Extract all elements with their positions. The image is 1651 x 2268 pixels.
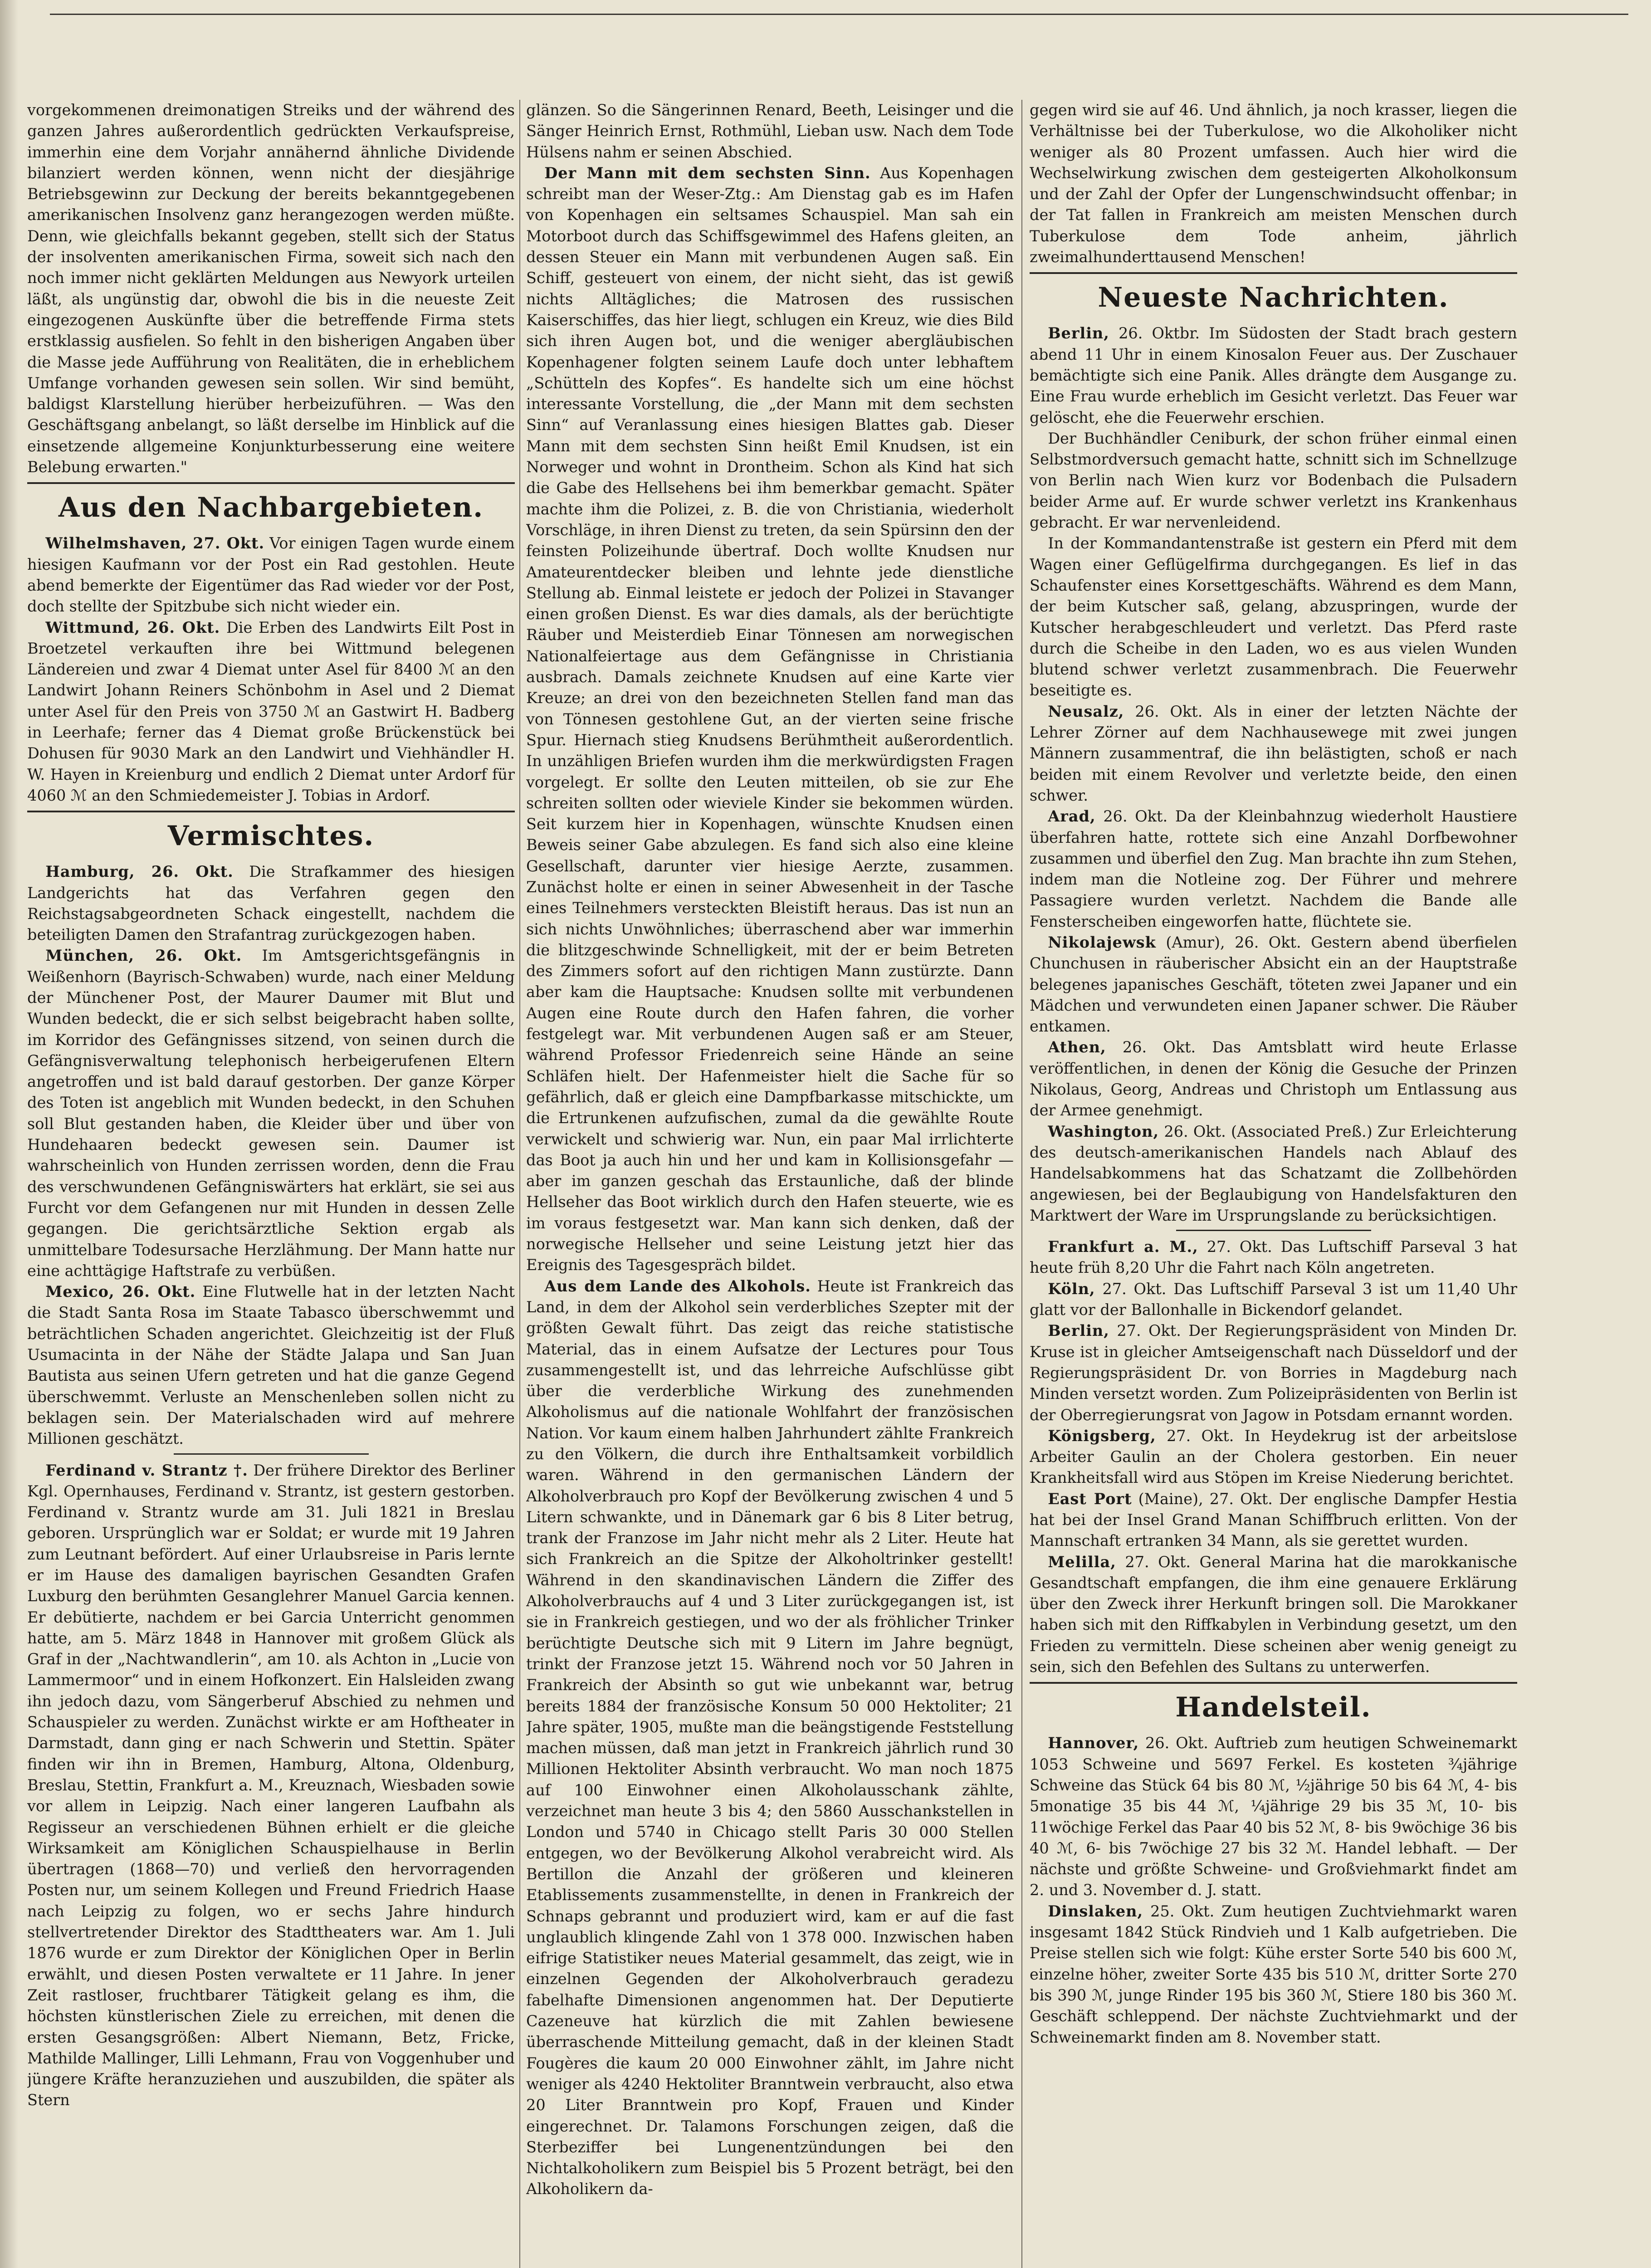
section-rule — [1030, 1682, 1517, 1684]
news-item: In der Kommandantenstraße ist gestern ein Pferd mit dem Wagen einer Geflügelfirma durchgegangen. Es lief in das Schaufenster eines Korsettgeschäfts. Während es dem Mann, der beim Kutscher saß, gelang, abzuspringen, wurde der Kutscher herabgeschleudert und verletzt. Das Pferd raste durch die Scheibe in den Laden, wo es aus vielen Wunden blutend schwer verletzt zusammenbrach. Die Feuerwehr beseitigte es. — [1030, 534, 1517, 699]
news-item: Dinslaken, 25. Okt. Zum heutigen Zuchtviehmarkt waren insgesamt 1842 Stück Rindvieh und 1 Kalb aufgetrieben. Die Preise stellen sich wie folgt: Kühe erster Sorte 540 bis 600 ℳ, einzelne höher, zweiter Sorte 435 bis 510 ℳ, dritter Sorte 270 bis 390 ℳ, junge Rinder 195 bis 360 ℳ, Stiere 180 bis 360 ℳ. Geschäft schleppend. Der nächste Zuchtviehmarkt und der Schweinemarkt finden am 8. November statt. — [1030, 1902, 1517, 2046]
news-item: Berlin, 27. Okt. Der Regierungspräsident von Minden Dr. Kruse ist in gleicher Amtseigenschaft nach Düsseldorf und der Regierungspräsident Dr. von Borries in Magdeburg nach Minden versetzt worden. Zum Polizeipräsidenten von Berlin ist der Oberregierungsrat von Jagow in Potsdam ernannt worden. — [1030, 1322, 1517, 1424]
heading-neueste-nachrichten: Neueste Nachrichten. — [1098, 282, 1449, 314]
column-2 — [526, 100, 1014, 2268]
news-item: Athen, 26. Okt. Das Amtsblatt wird heute Erlasse veröffentlichen, in denen der König die Gesuche der Prinzen Nikolaus, Georg, Andreas und Christoph um Entlassung aus der Armee genehmigt. — [1030, 1038, 1517, 1119]
news-item: Wittmund, 26. Okt. Die Erben des Landwirts Eilt Post in Broetzetel verkauften ihre bei Wittmund belegenen Ländereien und zwar 4 Diemat unter Asel für 8400 ℳ an den Landwirt Johann Reiners Schönbohm in Asel und 2 Diemat unter Asel für den Preis von 3750 ℳ an Gastwirt H. Badberg in Leerhafe; ferner das 4 Diemat große Brückenstück bei Dohusen für 9030 Mark an den Landwirt und Viehhändler H. W. Hayen in Kreienburg und endlich 2 Diemat unter Ardorf für 4060 ℳ an den Schmiedemeister J. Tobias in Ardorf. — [27, 618, 515, 804]
news-item: Königsberg, 27. Okt. In Heydekrug ist der arbeitslose Arbeiter Gaulin an der Cholera gestorben. Ein neuer Krankheitsfall wird aus Stöpen im Kreise Niederung berichtet. — [1030, 1427, 1517, 1487]
heading-handelsteil: Handelsteil. — [1175, 1691, 1372, 1724]
news-item: München, 26. Okt. Im Amtsgerichtsgefängnis in Weißenhorn (Bayrisch-Schwaben) wurde, nach einer Meldung der Münchener Post, der Maurer Daumer mit Blut und Wunden bedeckt, die er sich selbst beigebracht haben sollte, im Korridor des Gefängnisses sitzend, von seinen durch die Gefängnisverwaltung telephonisch herbeigerufenen Eltern angetroffen und ist bald darauf gestorben. Der ganze Körper des Toten ist angeblich mit Wunden bedeckt, in den Schuhen soll Blut gestanden haben, die Kleider über und über von Hundehaaren bedeckt gewesen sein. Daumer ist wahrscheinlich von Hunden zerrissen worden, denn die Frau des verschwundenen Gefängniswärters hat erklärt, sie sei aus Furcht vor dem Gefangenen nur mit Hunden in dessen Zelle gegangen. Die gerichtsärztliche Sektion ergab als unmittelbare Todesursache Herzlähmung. Der Mann hatte nur eine achttägige Haftstrafe zu verbüßen. — [27, 947, 515, 1280]
news-item: East Port (Maine), 27. Okt. Der englische Dampfer Hestia hat bei der Insel Grand Manan Schiffbruch erlitten. Von der Mannschaft ertranken 34 Mann, als sie gerettet wurden. — [1030, 1490, 1517, 1550]
column-rule — [519, 100, 520, 2268]
top-rule — [50, 14, 1628, 15]
news-item: Hamburg, 26. Okt. Die Strafkammer des hiesigen Landgerichts hat das Verfahren gegen den Reichstagsabgeordneten Schack eingestellt, nachdem die beteiligten Damen den Strafantrag zurückgezogen haben. — [27, 863, 515, 944]
news-item: Melilla, 27. Okt. General Marina hat die marokkanische Gesandtschaft empfangen, die ihm eine genauere Erklärung über den Zweck ihrer Herkunft bringen soll. Die Marokkaner haben sich mit den Riffkabylen in Verbindung gesetzt, um den Frieden zu vermitteln. Diese scheinen aber wenig geneigt zu sein, sich den Befehlen des Sultans zu unterwerfen. — [1030, 1553, 1517, 1676]
column-rule — [1021, 100, 1022, 2268]
news-item: Aus dem Lande des Alkohols. Heute ist Frankreich das Land, in dem der Alkohol sein verderbliches Szepter mit der größten Gewalt führt. Das zeigt das reiche statistische Material, das in einem Aufsatze der Lectures pour Tous zusammengestellt ist, und das lehrreiche Aufschlüsse gibt über die verderbliche Wirkung des zunehmenden Alkoholismus auf die nationale Wohlfahrt der französischen Nation. Vor kaum einem halben Jahrhundert zählte Frankreich zu den Völkern, die durch ihre Enthaltsamkeit vorbildlich waren. Während in den germanischen Ländern der Alkoholverbrauch pro Kopf der Bevölkerung zwischen 4 und 5 Litern schwankte, und in Dänemark gar 6 bis 8 Liter betrug, trank der Franzose im Jahr nicht mehr als 2 Liter. Heute hat sich Frankreich an die Spitze der Alkoholtrinker gestellt! Während in den skandinavischen Ländern die Ziffer des Alkoholverbrauchs auf 4 und 3 Liter zurückgegangen ist, ist sie in Frankreich gestiegen, und wo der als fröhlicher Trinker berüchtigte Deutsche sich mit 9 Litern im Jahre begnügt, trinkt der Franzose jetzt 15. Während noch vor 50 Jahren in Frankreich der Absinth so gut wie unbekannt war, betrug bereits 1884 der französische Konsum 50 000 Hektoliter; 21 Jahre später, 1905, mußte man die beängstigende Feststellung machen müssen, daß man jetzt in Frankreich jährlich rund 30 Millionen Hektoliter Absinth verbraucht. Wo man noch 1875 auf 100 Einwohner einen Alkoholausschank zählte, verzeichnet man heute 3 bis 4; den 5860 Ausschankstellen in London und 5740 in Chicago stellt Paris 30 000 Stellen entgegen, wo der Bevölkerung Alkohol verabreicht wird. Als Bertillon die Anzahl der größeren und kleineren Etablissements zusammenstellte, in denen in Frankreich der Schnaps gebrannt und produziert wird, kam er auf die fast unglaublich klingende Zahl von 1 378 000. Inzwischen haben eifrige Statistiker neues Material gesammelt, das zeigt, wie in einzelnen Gegenden der Alkoholverbrauch geradezu fabelhafte Dimensionen angenommen hat. Der Deputierte Cazeneuve hat kürzlich die mit Zahlen bewiesene überraschende Mitteilung gemacht, daß in der kleinen Stadt Fougères die kaum 20 000 Einwohner zählt, im Jahre nicht weniger als 4240 Hektoliter Branntwein verbraucht, also etwa 20 Liter Branntwein pro Kopf, Frauen und Kinder eingerechnet. Dr. Talamons Forschungen zeigen, daß die Sterbeziffer bei Lungenentzündungen bei den Nichtalkoholikern zum Beispiel bis 5 Prozent beträgt, bei den Alkoholikern da- — [526, 1277, 1014, 2198]
news-item: Neusalz, 26. Okt. Als in einer der letzten Nächte der Lehrer Zörner auf dem Nachhausewege mit zwei jungen Männern zusammentraf, die ihn belästigten, schoß er nach beiden mit einem Revolver und verletzte beide, den einen schwer. — [1030, 702, 1517, 804]
news-item: Nikolajewsk (Amur), 26. Okt. Gestern abend überfielen Chunchusen in räuberischer Absicht ein an der Hauptstraße belegenes japanisches Geschäft, töteten zwei Japaner und ein Mädchen und verwundeten einen Japaner schwer. Die Räuber entkamen. — [1030, 933, 1517, 1036]
item-rule — [1176, 1230, 1371, 1231]
section-rule — [1030, 272, 1517, 274]
news-item: Der Mann mit dem sechsten Sinn. Aus Kopenhagen schreibt man der Weser-Ztg.: Am Dienstag gab es im Hafen von Kopenhagen ein seltsames Schauspiel. Man sah ein Motorboot durch das Schiffsgewimmel des Hafens gleiten, an dessen Steuer ein Mann mit verbundenen Augen saß. Ein Schiff, gesteuert von einem, der nicht sieht, das ist gewiß nichts Alltägliches; die Matrosen des russischen Kaiserschiffes, das hier liegt, schlugen ein Kreuz, wie dies Bild sich ihren Augen bot, und die weniger abergläubischen Kopenhagener folgten seinem Laufe doch unter lebhaftem „Schütteln des Kopfes“. Es handelte sich um eine höchst interessante Vorstellung, die „der Mann mit dem sechsten Sinn“ auf Veranlassung eines hiesigen Blattes gab. Dieser Mann mit dem sechsten Sinn heißt Emil Knudsen, ist ein Norweger und wohnt in Drontheim. Schon als Kind hat sich die Gabe des Hellsehens bei ihm bemerkbar gemacht. Später machte ihm die Polizei, z. B. die von Christiania, wiederholt Vorschläge, in ihren Dienst zu treten, da sein Spürsinn den der feinsten Polizeihunde übertraf. Doch wollte Knudsen nur Amateurentdecker bleiben und lehnte jede dienstliche Stellung ab. Einmal leistete er jedoch der Polizei in Stavanger einen großen Dienst. Es war dies damals, als der berüchtigte Räuber und Meisterdieb Einar Tönnesen am norwegischen Nationalfeiertage aus dem Gefängnisse in Christiania ausbrach. Damals zeichnete Knudsen auf eine Karte vier Kreuze; an drei von den bezeichneten Stellen fand man das von Tönnesen gestohlene Gut, an der vierten seine frische Spur. Hiernach stieg Knudsens Berühmtheit außerordentlich. In unzähligen Briefen wurden ihm die merkwürdigsten Fragen vorgelegt. Er sollte den Leuten mitteilen, ob sie zur Ehe schreiten sollten oder wieviele Kinder sie bekommen würden. Seit kurzem hier in Kopenhagen, wünschte Knudsen einen Beweis seiner Gabe abzulegen. Es fand sich also eine kleine Gesellschaft, darunter vier hiesige Aerzte, zusammen. Zunächst holte er einen in seiner Abwesenheit in der Tasche eines Teilnehmers versteckten Bleistift heraus. Das ist nun an sich nichts Unwöhnliches; überraschend aber war immerhin die blitzgeschwinde Schnelligkeit, mit der er beim Betreten des Zimmers sofort auf den richtigen Mann zustürzte. Dann aber kam die Hauptsache: Knudsen sollte mit verbundenen Augen eine Route durch den Hafen fahren, die vorher festgelegt war. Mit verbundenen Augen saß er am Steuer, während Professor Friedenreich seine Hände an seine Schläfen hielt. Der Hafenmeister hielt die Sache für so gefährlich, daß er gleich eine Dampfbarkasse mitschickte, um die Ertrunkenen aufzufischen, zumal da die gewählte Route verwickelt und schwierig war. Nun, ein paar Mal irrlichterte das Boot ja auch hin und her und kam in Kollisionsgefahr — aber im ganzen geschah das Erstaunliche, daß der blinde Hellseher das Boot wirklich durch den Hafen steuerte, wie es im voraus festgesetzt war. Man kann sich denken, daß der norwegische Hellseher und seine Leistung jetzt hier das Ereignis des Tagesgespräch bildet. — [526, 164, 1014, 1274]
news-item: Berlin, 26. Oktbr. Im Südosten der Stadt brach gestern abend 11 Uhr in einem Kinosalon Feuer aus. Der Zuschauer bemächtigte sich eine Panik. Alles drängte dem Ausgange zu. Eine Frau wurde erheblich im Gesicht verletzt. Das Feuer war gelöscht, ehe die Feuerwehr erschien. — [1030, 324, 1517, 426]
column-3 — [1030, 100, 1517, 2268]
section-rule — [27, 482, 515, 484]
section-rule — [27, 811, 515, 812]
news-item: Köln, 27. Okt. Das Luftschiff Parseval 3 ist um 11,40 Uhr glatt vor der Ballonhalle in Bickendorf gelandet. — [1030, 1280, 1517, 1319]
news-item: Frankfurt a. M., 27. Okt. Das Luftschiff Parseval 3 hat heute früh 8,20 Uhr die Fahrt nach Köln angetreten. — [1030, 1238, 1517, 1277]
article-continuation: vorgekommenen dreimonatigen Streiks und der während des ganzen Jahres außerordentlich gedrückten Verkaufspreise, immerhin eine dem Vorjahr annähernd ähnliche Dividende bilanziert werden können, wenn nicht der diesjährige Betriebsgewinn zur Deckung der bereits bekanntgegebenen amerikanischen Insolvenz ganz herangezogen werden müßte. Denn, wie gleichfalls bekannt gegeben, stellt sich der Status der insolventen amerikanischen Firma, soweit sich nach den noch immer nicht geklärten Meldungen aus Newyork urteilen läßt, als ungünstig dar, obwohl die bis in die neueste Zeit eingezogenen Auskünfte über die betreffende Firma stets erstklassig ausfielen. So fehlt in den bisherigen Angaben über die Masse jede Aufführung von Realitäten, die in erheblichem Umfange vorhanden gewesen sein sollen. Wir sind bemüht, baldigst Klarstellung hierüber herbeizuführen. — Was den Geschäftsgang anbelangt, so läßt derselbe im Hinblick auf die einsetzende allgemeine Konjunkturbesserung eine weitere Belebung erwarten." — [27, 101, 515, 476]
heading-vermischtes: Vermischtes. — [167, 820, 375, 852]
news-item: Arad, 26. Okt. Da der Kleinbahnzug wiederholt Haustiere überfahren hatte, rottete sich eine Anzahl Dorfbewohner zusammen und überfiel den Zug. Man brachte ihn zum Stehen, indem man die Notleine zog. Der Führer und mehrere Passagiere wurden verletzt. Nachdem die Bande alle Fensterscheiben eingeworfen hatte, flüchtete sie. — [1030, 807, 1517, 930]
column-1 — [27, 100, 515, 2268]
news-item: Hannover, 26. Okt. Auftrieb zum heutigen Schweinemarkt 1053 Schweine und 5697 Ferkel. Es kosteten ¾jährige Schweine das Stück 64 bis 80 ℳ, ½jährige 50 bis 64 ℳ, 4- bis 5monatige 35 bis 44 ℳ, ¼jährige 29 bis 35 ℳ, 10- bis 11wöchige Ferkel das Paar 40 bis 52 ℳ, 8- bis 9wöchige 36 bis 40 ℳ, 6- bis 7wöchige 27 bis 32 ℳ. Handel lebhaft. — Der nächste und größte Schweine- und Großviehmarkt findet am 2. und 3. November d. J. statt. — [1030, 1734, 1517, 1899]
news-item: Mexico, 26. Okt. Eine Flutwelle hat in der letzten Nacht die Stadt Santa Rosa im Staate Tabasco überschwemmt und beträchtlichen Schaden angerichtet. Gleichzeitig ist der Fluß Usumacinta in der Nähe der Städte Jalapa und San Juan Bautista aus seinen Ufern getreten und hat die ganze Gegend überschwemmt. Verluste an Menschenleben sollen nicht zu beklagen sein. Der Materialschaden wird auf mehrere Millionen geschätzt. — [27, 1283, 515, 1448]
news-item: Ferdinand v. Strantz †. Der frühere Direktor des Berliner Kgl. Opernhauses, Ferdinand v. Strantz, ist gestern gestorben. Ferdinand v. Strantz wurde am 31. Juli 1821 in Breslau geboren. Ursprünglich war er Soldat; er wurde mit 19 Jahren zum Leutnant befördert. Auf einer Urlaubsreise in Paris lernte er im Hause des damaligen bayrischen Gesandten Grafen Luxburg den berühmten Gesanglehrer Manuel Garcia kennen. Er debütierte, nachdem er bei Garcia Unterricht genommen hatte, am 5. März 1848 in Hannover mit großem Glück als Graf in der „Nachtwandlerin“, am 10. als Achton in „Lucie von Lammermoor“ und in einem Hofkonzert. Ein Halsleiden zwang ihn jedoch dazu, vom Sängerberuf Abschied zu nehmen und Schauspieler zu werden. Zunächst wirkte er am Hoftheater in Darmstadt, dann ging er nach Schwerin und Stettin. Später finden wir ihn in Bremen, Hamburg, Altona, Oldenburg, Breslau, Stettin, Frankfurt a. M., Kreuznach, Wiesbaden sowie vor allem in Leipzig. Nach einer langeren Laufbahn als Regisseur an verschiedenen Bühnen erhielt er die gleiche Wirksamkeit am Königlichen Schauspielhause in Berlin übertragen (1868—70) und verließ den hervorragenden Posten nur, um seinem Kollegen und Freund Friedrich Haase nach Leipzig zu folgen, wo er sechs Jahre hindurch stellvertretender Direktor des Stadttheaters war. Am 1. Juli 1876 wurde er zum Direktor der Königlichen Oper in Berlin erwählt, und diesen Posten verwaltete er 11 Jahre. In jener Zeit rastloser, fruchtbarer Tätigkeit gelang es ihm, die höchsten künstlerischen Ziele zu erreichen, mit denen die ersten Gesangsgrößen: Albert Niemann, Betz, Fricke, Mathilde Mallinger, Lilli Lehmann, Frau von Voggenhuber und jüngere Kräfte heranzuziehen und auszubilden, die später als Stern — [27, 1461, 515, 2109]
article-continuation: gegen wird sie auf 46. Und ähnlich, ja noch krasser, liegen die Verhältnisse bei der Tuberkulose, wo die Alkoholiker nicht weniger als 80 Prozent umfassen. Auch hier wird die Wechselwirkung zwischen dem gesteigerten Alkoholkonsum und der Zahl der Opfer der Lungenschwindsucht offenbar; in der Tat fallen in Frankreich am meisten Menschen durch Tuberkulose dem Tode anheim, jährlich zweimalhunderttausend Menschen! — [1030, 101, 1517, 266]
news-item: Der Buchhändler Ceniburk, der schon früher einmal einen Selbstmordversuch gemacht hatte, schnitt sich im Schnellzuge von Berlin nach Wien kurz vor Bodenbach die Pulsadern beider Arme auf. Er wurde schwer verletzt ins Krankenhaus gebracht. Er war nervenleidend. — [1030, 429, 1517, 532]
news-item: Wilhelmshaven, 27. Okt. Vor einigen Tagen wurde einem hiesigen Kaufmann vor der Post ein Rad gestohlen. Heute abend bemerkte der Eigentümer das Rad wieder vor der Post, doch stellte der Spitzbube sich nicht wieder ein. — [27, 534, 515, 616]
page-edge — [0, 0, 18, 2268]
article-continuation: glänzen. So die Sängerinnen Renard, Beeth, Leisinger und die Sänger Heinrich Ernst, Rothmühl, Lieban usw. Nach dem Tode Hülsens nahm er seinen Abschied. — [526, 101, 1014, 161]
news-item: Washington, 26. Okt. (Associated Preß.) Zur Erleichterung des deutsch-amerikanischen Handels nach Ablauf des Handelsabkommens hat das Schatzamt die Zollbehörden angewiesen, bei der Beglaubigung von Handelsfakturen den Marktwert der Ware im Ursprungslande zu berücksichtigen. — [1030, 1122, 1517, 1224]
heading-nachbargebieten: Aus den Nachbargebieten. — [58, 492, 484, 524]
item-rule — [174, 1453, 369, 1455]
